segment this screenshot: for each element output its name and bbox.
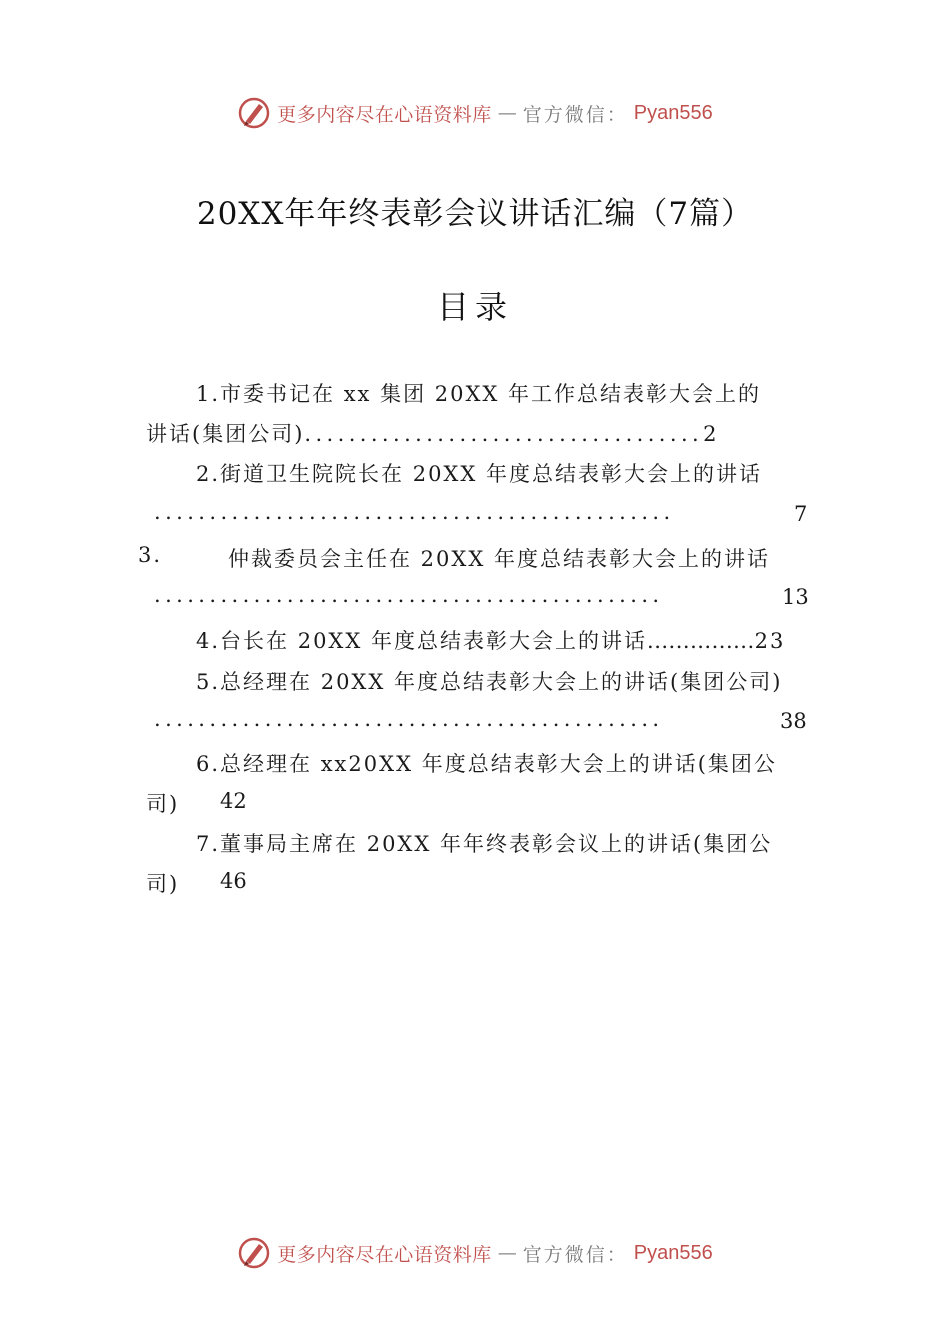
watermark-id: Pyan556 xyxy=(633,101,713,124)
footer-watermark xyxy=(0,1236,950,1270)
pen-logo-icon xyxy=(237,96,271,130)
toc-entry-1-leader: .................................... xyxy=(304,422,704,446)
watermark-label: 官方微信： xyxy=(522,1243,628,1266)
toc-entry-1-line1[interactable]: 1.市委书记在 xx 集团 20XX 年工作总结表彰大会上的 xyxy=(196,382,762,406)
toc-heading: 目录 xyxy=(436,288,513,326)
toc-entry-4[interactable] xyxy=(196,625,785,655)
toc-entry-3-leader: .............................................. xyxy=(154,583,664,607)
toc-entry-5-leader: .............................................. xyxy=(154,707,664,731)
toc-entry-4-text: 4.台长在 20XX 年度总结表彰大会上的讲话 xyxy=(196,629,648,653)
toc-entry-6-line2[interactable]: 司) xyxy=(146,792,180,816)
toc-entry-1-text: 讲话(集团公司) xyxy=(146,422,305,446)
watermark-label: 官方微信： xyxy=(522,103,628,126)
toc-entry-1-page: 2 xyxy=(703,422,719,446)
pen-logo-icon xyxy=(237,1236,271,1270)
toc-entry-4-leader: ............... xyxy=(647,629,755,653)
toc-entry-7-page: 46 xyxy=(220,869,247,893)
watermark-main-text: 更多内容尽在心语资料库 xyxy=(277,103,492,126)
toc-entry-3-leader-line[interactable] xyxy=(154,583,663,607)
header-watermark xyxy=(0,96,950,130)
toc-entry-5-leader-line[interactable] xyxy=(154,707,663,731)
toc-entry-2-page: 7 xyxy=(794,502,808,526)
toc-entry-3-number: 3. xyxy=(138,543,163,567)
toc-entry-2-line1[interactable]: 2.街道卫生院院长在 20XX 年度总结表彰大会上的讲话 xyxy=(196,462,763,486)
toc-entry-6-page: 42 xyxy=(220,789,247,813)
toc-entry-4-page: 23 xyxy=(754,629,786,653)
toc-entry-1-line2[interactable] xyxy=(146,418,718,448)
toc-entry-7-line2[interactable]: 司) xyxy=(146,872,180,896)
watermark-id: Pyan556 xyxy=(633,1241,713,1264)
toc-entry-5-page: 38 xyxy=(780,709,807,733)
toc-entry-7-line1[interactable]: 7.董事局主席在 20XX 年年终表彰会议上的讲话(集团公 xyxy=(196,832,773,856)
watermark-separator: — xyxy=(497,1242,517,1264)
watermark-main-text: 更多内容尽在心语资料库 xyxy=(277,1243,492,1266)
toc-entry-2-leader-line[interactable] xyxy=(154,500,675,524)
watermark-separator: — xyxy=(497,102,517,124)
toc-entry-5-line1[interactable]: 5.总经理在 20XX 年度总结表彰大会上的讲话(集团公司) xyxy=(196,670,783,694)
toc-entry-3-page: 13 xyxy=(782,585,809,609)
toc-entry-2-leader: ............................................... xyxy=(154,500,675,524)
toc-entry-6-line1[interactable]: 6.总经理在 xx20XX 年度总结表彰大会上的讲话(集团公 xyxy=(196,752,777,776)
toc-entry-3-line1[interactable]: 仲裁委员会主任在 20XX 年度总结表彰大会上的讲话 xyxy=(228,547,770,571)
document-title: 20XX年年终表彰会议讲话汇编（7篇） xyxy=(196,196,754,232)
